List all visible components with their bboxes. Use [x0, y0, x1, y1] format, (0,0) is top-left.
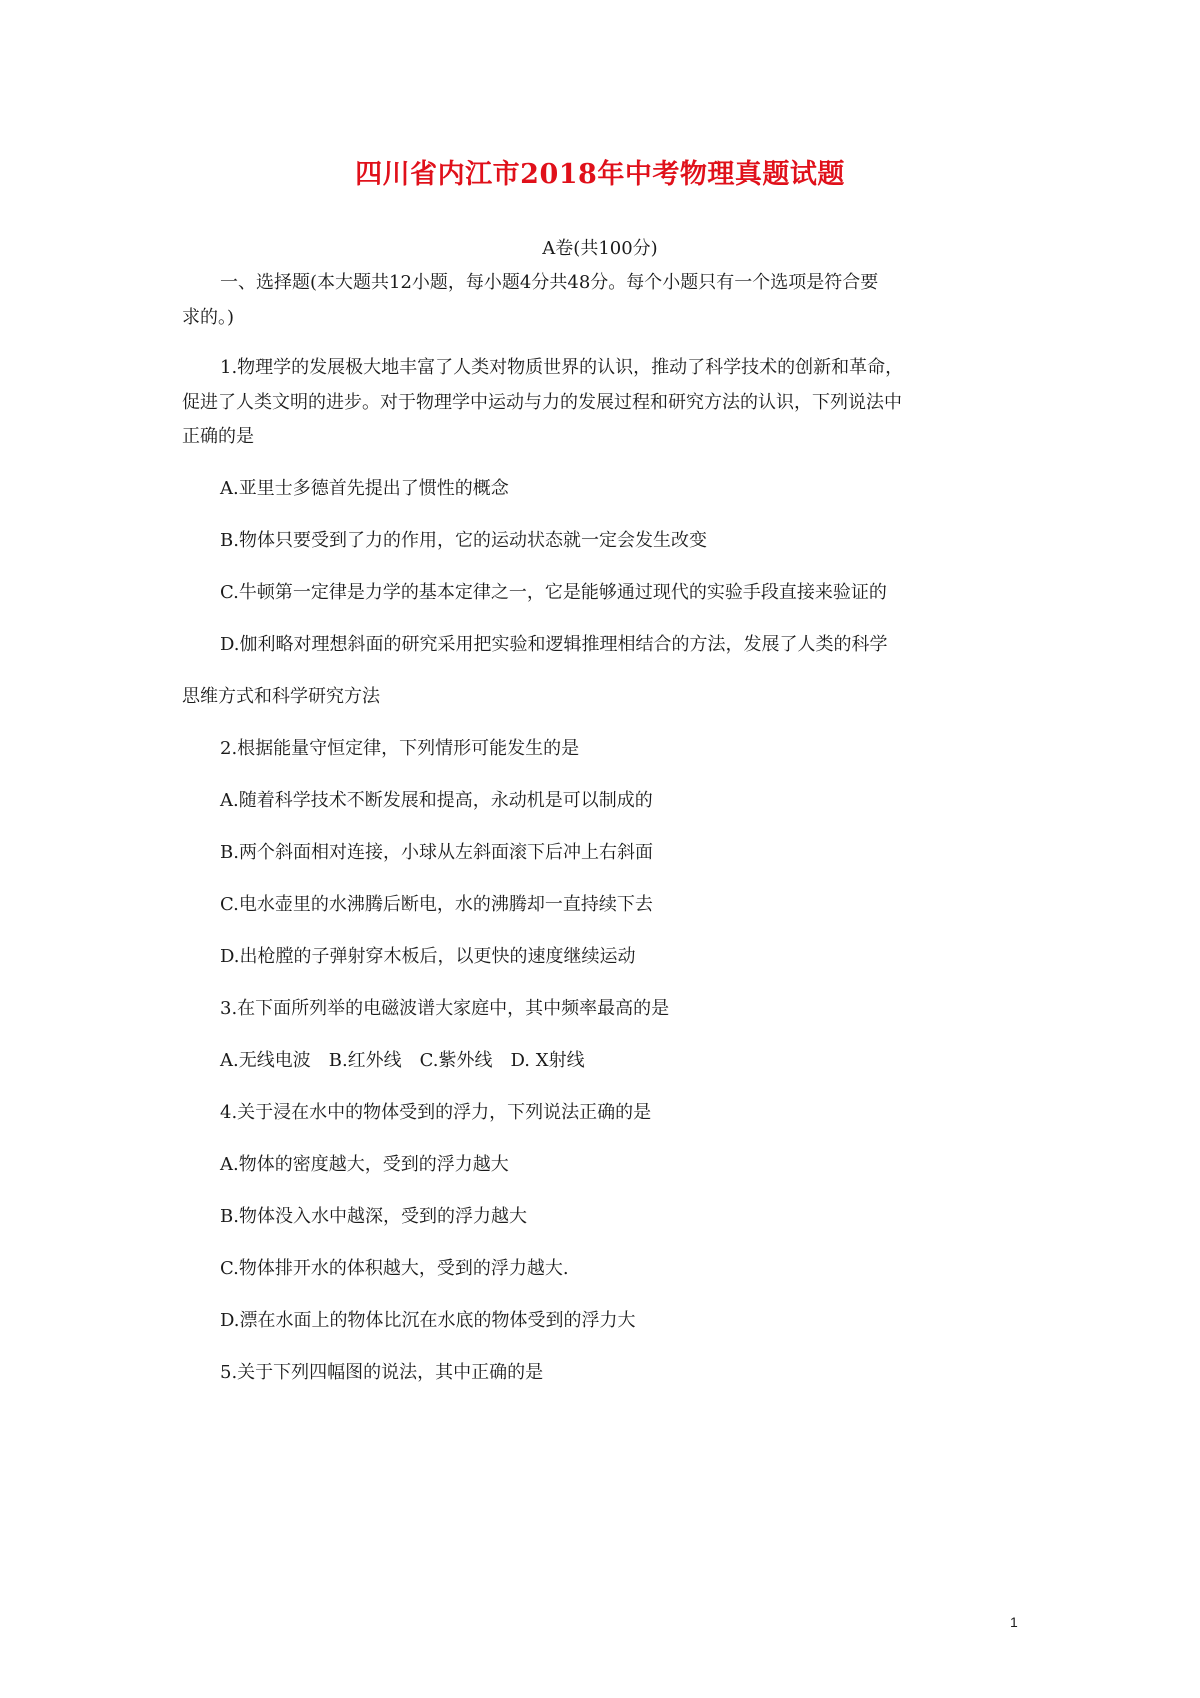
question-1-option-a: A.亚里士多德首先提出了惯性的概念 — [220, 478, 509, 499]
question-4-option-d: D.漂在水面上的物体比沉在水底的物体受到的浮力大 — [220, 1310, 636, 1331]
question-2-stem: 2.根据能量守恒定律，下列情形可能发生的是 — [220, 738, 580, 759]
question-3-options: A.无线电波 B.红外线 C.紫外线 D. X射线 — [220, 1050, 585, 1071]
question-4-option-c: C.物体排开水的体积越大，受到的浮力越大. — [220, 1258, 569, 1279]
question-1-option-c: C.牛顿第一定律是力学的基本定律之一，它是能够通过现代的实验手段直接来验证的 — [220, 582, 887, 603]
section-instructions-line-1: 一、选择题(本大题共12小题，每小题4分共48分。每个小题只有一个选项是符合要 — [220, 272, 879, 293]
paper-section-subtitle: A卷(共100分) — [542, 238, 658, 259]
question-1-option-b: B.物体只要受到了力的作用，它的运动状态就一定会发生改变 — [220, 530, 707, 551]
section-instructions-line-2: 求的。) — [182, 307, 235, 328]
question-1-option-d-continued: 思维方式和科学研究方法 — [182, 686, 380, 707]
question-1-stem-line-1: 1.物理学的发展极大地丰富了人类对物质世界的认识，推动了科学技术的创新和革命， — [220, 357, 904, 378]
question-4-option-b: B.物体没入水中越深，受到的浮力越大 — [220, 1206, 527, 1227]
question-1-stem-line-3: 正确的是 — [182, 426, 254, 447]
question-5-stem: 5.关于下列四幅图的说法，其中正确的是 — [220, 1362, 544, 1383]
page-title: 四川省内江市2018年中考物理真题试题 — [355, 159, 845, 190]
question-2-option-d: D.出枪膛的子弹射穿木板后，以更快的速度继续运动 — [220, 946, 636, 967]
page-number: 1 — [1010, 1614, 1018, 1630]
question-1-option-d: D.伽利略对理想斜面的研究采用把实验和逻辑推理相结合的方法，发展了人类的科学 — [220, 634, 888, 655]
question-2-option-c: C.电水壶里的水沸腾后断电，水的沸腾却一直持续下去 — [220, 894, 653, 915]
question-1-stem-line-2: 促进了人类文明的进步。对于物理学中运动与力的发展过程和研究方法的认识，下列说法中 — [182, 392, 902, 413]
question-2-option-a: A.随着科学技术不断发展和提高，永动机是可以制成的 — [220, 790, 653, 811]
question-4-option-a: A.物体的密度越大，受到的浮力越大 — [220, 1154, 509, 1175]
question-4-stem: 4.关于浸在水中的物体受到的浮力，下列说法正确的是 — [220, 1102, 652, 1123]
question-2-option-b: B.两个斜面相对连接，小球从左斜面滚下后冲上右斜面 — [220, 842, 653, 863]
question-3-stem: 3.在下面所列举的电磁波谱大家庭中，其中频率最高的是 — [220, 998, 670, 1019]
